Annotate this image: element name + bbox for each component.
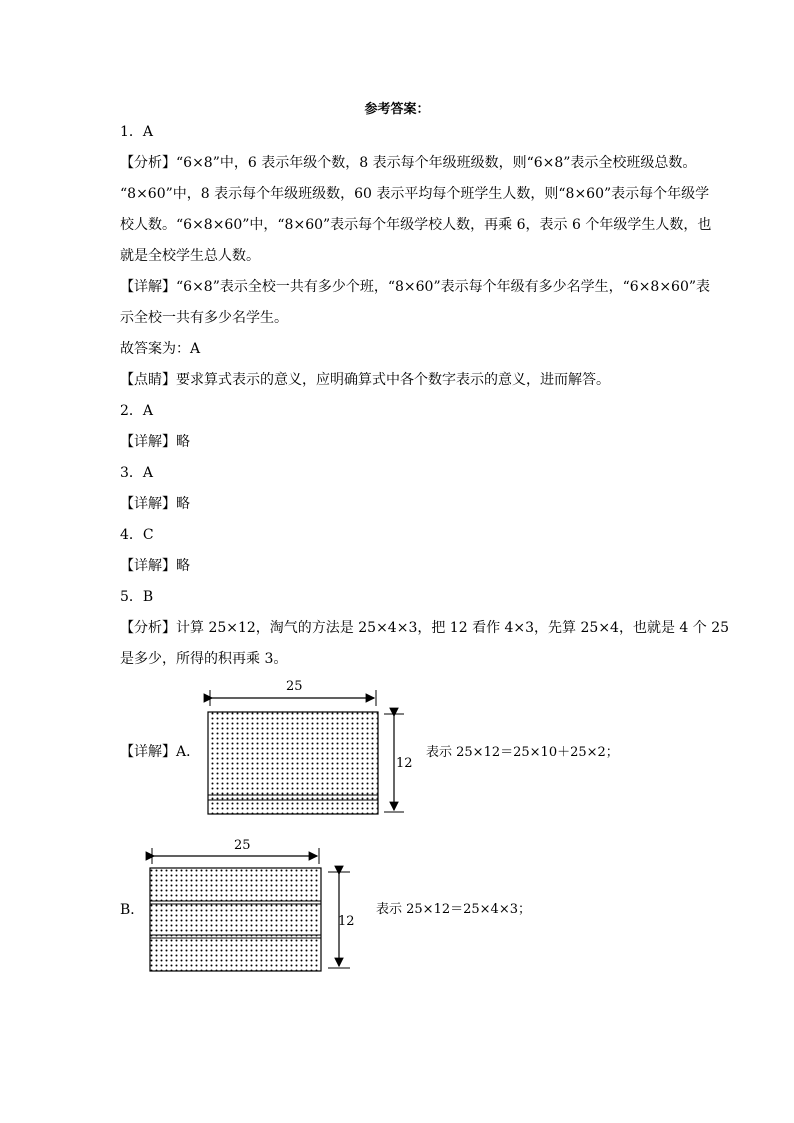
figure-b (144, 838, 364, 974)
answer-1-tip: 【点睛】要求算式表示的意义，应明确算式中各个数字表示的意义，进而解答。 (120, 372, 610, 388)
answer-4-detail: 【详解】略 (120, 558, 190, 574)
figure-a-caption: 表示 25×12＝25×10＋25×2； (426, 745, 619, 760)
answer-5-line: 5．B (120, 589, 154, 605)
figure-a-height-label: 12 (396, 756, 413, 771)
answer-1-analysis-line-4: 就是全校学生总人数。 (120, 248, 260, 264)
answer-2-line: 2．A (120, 403, 154, 419)
answer-1-detail-line-1: 【详解】“6×8”表示全校一共有多少个班，“8×60”表示每个年级有多少名学生，“6×8×60”表 (120, 279, 711, 295)
answer-4-line: 4．C (120, 527, 154, 543)
answer-1-analysis-line-2: “8×60”中，8 表示每个年级班级数，60 表示平均每个班学生人数，则“8×60”表示每个年级学 (120, 186, 710, 202)
answer-1-detail-line-2: 示全校一共有多少名学生。 (120, 310, 288, 326)
figure-a (200, 676, 412, 822)
answer-3-line: 3．A (120, 465, 154, 481)
answer-5-analysis-line-1: 【分析】计算 25×12，淘气的方法是 25×4×3，把 12 看作 4×3，先算 25×4，也就是 4 个 25 (120, 620, 730, 636)
figure-b-width-label: 25 (234, 838, 251, 853)
figure-b-rect-dots (150, 868, 321, 971)
figure-b-svg (144, 838, 364, 974)
figure-b-caption: 表示 25×12＝25×4×3； (376, 902, 531, 917)
figure-a-svg (200, 676, 412, 822)
answer-2-detail: 【详解】略 (120, 434, 190, 450)
answer-3-detail: 【详解】略 (120, 496, 190, 512)
figure-a-rect-dots (208, 712, 378, 814)
figure-b-height-label: 12 (338, 914, 355, 929)
answer-1-analysis-line-1: 【分析】“6×8”中，6 表示年级个数，8 表示每个年级班级数，则“6×8”表示全校班级总数。 (120, 155, 697, 171)
answer-5-analysis-line-2: 是多少，所得的积再乘 3。 (120, 651, 288, 667)
figure-a-prefix: 【详解】A． (120, 744, 201, 760)
page-title: 参考答案： (364, 102, 430, 117)
answer-1-analysis-line-3: 校人数。“6×8×60”中，“8×60”表示每个年级学校人数，再乘 6，表示 6 个年级学生人数，也 (120, 217, 712, 233)
figure-b-prefix: B． (120, 902, 145, 918)
answer-1-line: 1．A (120, 124, 154, 140)
answer-1-conclusion: 故答案为：A (120, 341, 201, 357)
figure-a-width-label: 25 (286, 679, 303, 694)
